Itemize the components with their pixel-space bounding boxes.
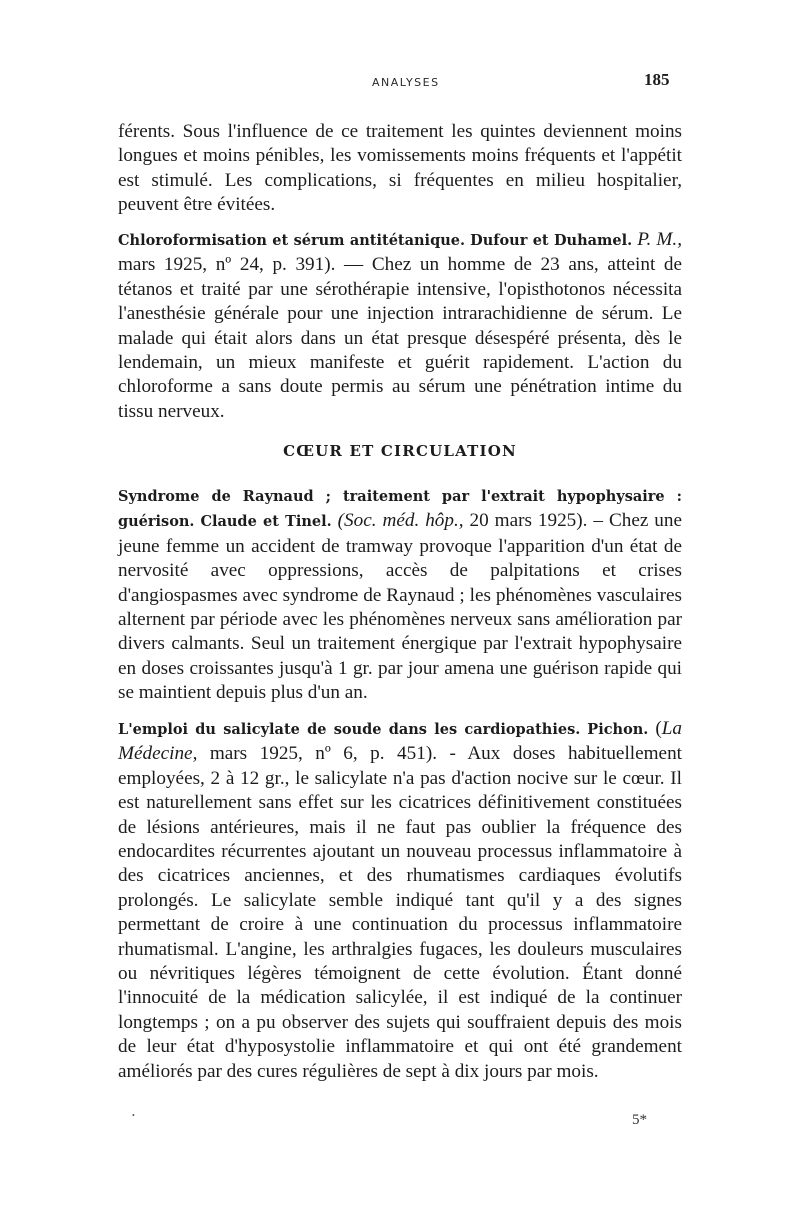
entry-source-journal: (Soc. méd. hôp., — [337, 510, 464, 532]
continued-paragraph — [118, 120, 682, 218]
entry-body: – Chez une jeune femme un accident de tramway provoque l'apparition d'un état de nervosité avec oppressions, accès de palpitations et crises d'angiospasmes avec syndrome de Raynaud ; les phénomènes vasculaires alternent par période avec les phénomènes nerveux sans amélioration par divers calmants. Seul un traitement énergique par l'extrait hypophysaire en doses croissantes jusqu'à 1 gr. par jour amena une guérison rapide qui se maintient depuis plus d'un an. — [118, 510, 683, 704]
entry-source-details: mars 1925, nº 24, p. 391). — [118, 254, 336, 276]
entry-source-details: 20 mars 1925). — [463, 510, 588, 532]
entry-authors: Dufour et Duhamel. — [470, 232, 633, 249]
abstract-entry-salicylate — [118, 717, 682, 1084]
abstract-entry-raynaud — [118, 484, 682, 706]
footer-mark: · — [131, 1106, 136, 1124]
paragraph-text: férents. Sous l'influence de ce traitement les quintes deviennent moins longues et moins pénibles, les vomissements moins fréquents et l'appétit est stimulé. Les complications, si fréquentes en milieu hospitalier, peuvent être évitées. — [118, 121, 682, 216]
entry-heading: Chloroformisation et sérum antitétanique. — [118, 232, 466, 249]
page-number: 185 — [644, 70, 670, 89]
entry-authors: Claude et Tinel. — [200, 513, 332, 531]
abstract-entry-chloroformisation — [118, 228, 682, 424]
entry-authors: Pichon. — [587, 721, 649, 738]
entry-source-open: ( — [648, 718, 662, 739]
entry-source-journal: La Médecine, — [118, 718, 683, 765]
entry-source-details: mars 1925, nº 6, p. 451). — [197, 743, 438, 765]
entry-body: — Chez un homme de 23 ans, atteint de tétanos et traité par une sérothérapie intensive, l'opisthotonos nécessita l'anesthésie générale pour une injection intrarachidienne de sérum. Le malade qui était alors dans un état presque désespéré présenta, dès le lendemain, un mieux manifeste et guérit rapidement. L'action du chloroforme a sans doute permis au sérum une pénétration intime du tissu nerveux. — [118, 254, 683, 422]
signature-mark: 5* — [632, 1112, 647, 1128]
entry-heading: L'emploi du salicylate de soude dans les cardiopathies. — [118, 721, 581, 738]
section-title: CŒUR ET CIRCULATION — [283, 442, 517, 460]
running-header: ANALYSES — [372, 76, 440, 89]
entry-heading: Syndrome de Raynaud ; traitement par l'extrait hypophysaire : guérison. — [118, 488, 682, 531]
entry-source-journal: P. M., — [637, 229, 683, 250]
entry-body: - Aux doses habituellement employées, 2 à 12 gr., le salicylate n'a pas d'action nocive sur le cœur. Il est naturellement sans effet sur les cicatrices définitivement constituées de lésions antérieures, mais il ne faut pas oublier la fréquence des endocardites récurrentes ajoutant un nouveau processus inflammatoire à des cicatrices anciennes, et des rhumatismes cardiaques évolutifs prolongés. Le salicylate semble indiqué tant qu'il y a des signes permettant de croire à une continuation du processus inflammatoire rhumatismal. L'angine, les arthralgies fugaces, les douleurs musculaires ou névritiques légères témoignent de cette évolution. Étant donné l'innocuité de la médication salicylée, il est indiqué de la continuer longtemps ; on a pu observer des sujets qui souffraient depuis des mois de leur état d'hyposystolie inflammatoire et qui ont été grandement améliorés par des cures régulières de sept à dix jours par mois. — [118, 743, 682, 1082]
